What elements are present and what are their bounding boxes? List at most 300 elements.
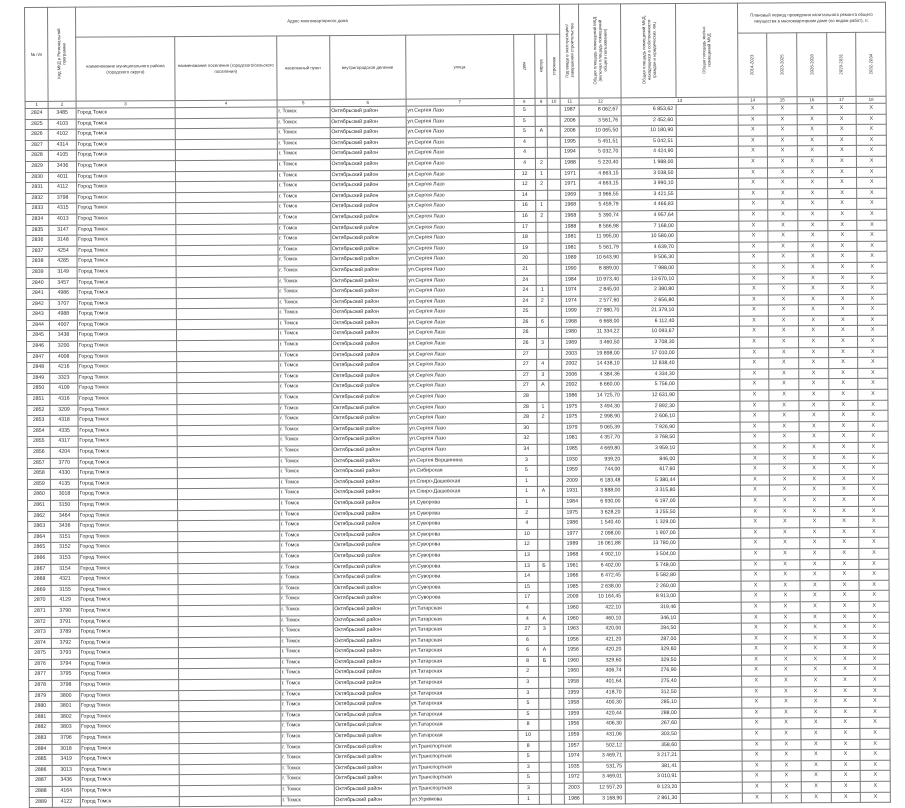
cell-street: ул.Транспортная	[410, 762, 518, 773]
cell-area: 3 168,90	[583, 793, 625, 804]
cell-residential-area	[679, 443, 740, 454]
cell-owned-area: 5 748,00	[624, 560, 679, 571]
cell-locality: г. Томск	[279, 520, 332, 531]
cell-owned-area: 12 838,40	[623, 359, 678, 370]
cell-period-4: Х	[829, 559, 859, 570]
column-number-cell: 18	[856, 96, 886, 103]
cell-municipal: Город Томск	[77, 245, 176, 256]
cell-year: 1956	[564, 645, 583, 656]
cell-owned-area: 3 010,91	[626, 772, 681, 783]
cell-owned-area: 3 708,30	[623, 338, 678, 349]
cell-period-5: Х	[858, 453, 888, 464]
cell-residential-area	[677, 104, 738, 115]
cell-district: Октябрьский район	[330, 180, 406, 191]
cell-house: 4	[516, 519, 537, 530]
cell-area: 3 460,50	[581, 338, 623, 349]
cell-no: 2841	[26, 288, 49, 299]
cell-year: 1975	[562, 412, 581, 423]
cell-period-5: Х	[860, 707, 890, 718]
cell-residential-area	[677, 231, 738, 242]
cell-period-2: Х	[770, 528, 800, 539]
header-municipal: наименование муниципального района (городского округа)	[75, 37, 175, 102]
cell-owned-area: 1 988,00	[622, 157, 677, 168]
cell-residential-area	[678, 274, 739, 285]
cell-settlement	[179, 732, 281, 743]
cell-period-2: Х	[769, 411, 799, 422]
cell-municipal: Город Томск	[76, 150, 175, 161]
cell-district: Октябрьский район	[331, 360, 407, 371]
cell-mkd-code: 4321	[51, 574, 79, 585]
cell-period-4: Х	[830, 612, 860, 623]
cell-mkd-code: 4316	[50, 394, 78, 405]
cell-period-4: Х	[828, 273, 858, 284]
cell-no: 2838	[26, 257, 49, 268]
cell-street: ул.Сергея Лазо	[406, 137, 514, 148]
cell-structure	[551, 603, 564, 614]
cell-period-2: Х	[771, 739, 801, 750]
cell-settlement	[179, 774, 281, 785]
cell-house: 27	[515, 360, 536, 371]
cell-period-5: Х	[860, 633, 890, 644]
cell-settlement	[177, 404, 279, 415]
cell-residential-area	[677, 125, 738, 136]
cell-period-3: Х	[798, 220, 828, 231]
cell-owned-area: 3 038,50	[622, 168, 677, 179]
cell-period-2: Х	[770, 485, 800, 496]
cell-municipal: Город Томск	[79, 574, 178, 585]
cell-district: Октябрьский район	[332, 509, 408, 520]
cell-period-4: Х	[829, 506, 859, 517]
cell-settlement	[179, 753, 281, 764]
table-body	[25, 103, 890, 807]
cell-period-5: Х	[858, 379, 888, 390]
cell-settlement	[178, 594, 280, 605]
cell-municipal: Город Томск	[76, 203, 175, 214]
cell-period-1: Х	[738, 168, 768, 179]
cell-district: Октябрьский район	[333, 572, 409, 583]
cell-mkd-code: 3790	[51, 606, 79, 617]
cell-owned-area: 285,10	[625, 698, 680, 709]
cell-period-2: Х	[769, 422, 799, 433]
cell-house: 17	[517, 593, 538, 604]
cell-period-2: Х	[768, 189, 798, 200]
cell-period-1: Х	[742, 718, 772, 729]
cell-period-4: Х	[827, 125, 857, 136]
cell-period-1: Х	[742, 708, 772, 719]
cell-period-1: Х	[740, 422, 770, 433]
cell-period-5: Х	[860, 718, 890, 729]
cell-house: 19	[514, 243, 535, 254]
cell-period-1: Х	[741, 538, 771, 549]
cell-period-3: Х	[798, 263, 828, 274]
cell-year: 1974	[561, 296, 580, 307]
cell-settlement	[179, 711, 281, 722]
cell-locality: г. Томск	[279, 488, 332, 499]
cell-building	[538, 550, 551, 561]
cell-street: ул.Суворова	[409, 572, 517, 583]
cell-settlement	[176, 192, 278, 203]
cell-owned-area: 5 042,51	[622, 136, 677, 147]
cell-house: 27	[515, 370, 536, 381]
cell-period-4: Х	[828, 336, 858, 347]
cell-period-2: Х	[771, 697, 801, 708]
cell-period-4: Х	[830, 718, 860, 729]
cell-period-1: Х	[739, 263, 769, 274]
cell-residential-area	[680, 634, 741, 645]
cell-period-2: Х	[771, 708, 801, 719]
cell-no: 2836	[26, 235, 49, 246]
cell-owned-area: 2 452,60	[622, 115, 677, 126]
cell-street: ул.Суворова	[409, 550, 517, 561]
cell-house: 32	[516, 434, 537, 445]
cell-mkd-code: 4330	[51, 468, 79, 479]
cell-structure	[550, 540, 563, 551]
cell-period-3: Х	[798, 199, 828, 210]
cell-municipal: Город Томск	[80, 796, 179, 807]
cell-period-5: Х	[859, 580, 889, 591]
cell-no: 2881	[29, 712, 52, 723]
cell-street: ул.Спиро-Дашевская	[408, 487, 516, 498]
cell-district: Октябрьский район	[333, 636, 409, 647]
cell-municipal: Город Томск	[79, 584, 178, 595]
cell-structure	[548, 211, 561, 222]
cell-locality: г. Томск	[280, 700, 333, 711]
cell-residential-area	[680, 708, 741, 719]
cell-residential-area	[679, 496, 740, 507]
cell-locality: г. Томск	[279, 456, 332, 467]
cell-period-3: Х	[800, 601, 830, 612]
cell-period-1: Х	[740, 507, 770, 518]
cell-year: 1960	[564, 667, 583, 678]
cell-year: 1969	[561, 190, 580, 201]
cell-period-2: Х	[768, 178, 798, 189]
cell-area: 329,60	[583, 656, 625, 667]
cell-building	[537, 518, 550, 529]
cell-area: 421,20	[583, 635, 625, 646]
cell-municipal: Город Томск	[77, 214, 176, 225]
cell-period-4: Х	[828, 315, 858, 326]
cell-owned-area: 3 768,50	[624, 433, 679, 444]
cell-year: 1959	[562, 465, 581, 476]
cell-period-3: Х	[801, 792, 831, 803]
cell-mkd-code: 4988	[50, 309, 78, 320]
cell-area: 8 566,98	[580, 221, 622, 232]
cell-structure	[551, 645, 564, 656]
column-number-cell: 17	[827, 96, 857, 103]
cell-district: Октябрьский район	[333, 699, 409, 710]
cell-period-3: Х	[801, 718, 831, 729]
cell-residential-area	[679, 464, 740, 475]
cell-period-4: Х	[827, 114, 857, 125]
cell-building	[538, 677, 551, 688]
cell-municipal: Город Томск	[78, 383, 177, 394]
cell-street: ул.Сергея Лазо	[407, 275, 515, 286]
cell-mkd-code: 3707	[50, 299, 78, 310]
cell-residential-area	[678, 390, 739, 401]
cell-locality: г. Томск	[280, 573, 333, 584]
cell-locality: г. Томск	[278, 234, 331, 245]
cell-no: 2832	[26, 193, 49, 204]
cell-no: 2858	[27, 469, 50, 480]
cell-owned-area: 5 582,80	[624, 571, 679, 582]
cell-locality: г. Томск	[281, 795, 334, 806]
cell-year: 1931	[563, 486, 582, 497]
cell-structure	[551, 762, 564, 773]
cell-street: ул.Сергея Лазо	[407, 243, 515, 254]
cell-no: 2839	[26, 267, 49, 278]
cell-period-4: Х	[829, 432, 859, 443]
cell-period-1: Х	[741, 665, 771, 676]
cell-settlement	[179, 785, 281, 796]
cell-period-1: Х	[742, 740, 772, 751]
cell-structure	[550, 593, 563, 604]
cell-structure	[550, 465, 563, 476]
cell-municipal: Город Томск	[80, 711, 179, 722]
cell-house: 28	[515, 402, 536, 413]
cell-area: 6 402,00	[582, 560, 624, 571]
cell-period-5: Х	[860, 760, 890, 771]
cell-area: 531,75	[583, 762, 625, 773]
cell-owned-area: 3 959,10	[624, 444, 679, 455]
cell-period-2: Х	[772, 792, 802, 803]
cell-building	[536, 307, 549, 318]
cell-period-3: Х	[801, 760, 831, 771]
cell-residential-area	[681, 793, 742, 804]
header-mkd-code: Код МКД в Региональной программе	[48, 7, 76, 101]
cell-period-1: Х	[741, 602, 771, 613]
cell-house: 34	[516, 444, 537, 455]
cell-owned-area: 846,00	[624, 454, 679, 465]
cell-locality: г. Томск	[279, 393, 332, 404]
cell-district: Октябрьский район	[331, 265, 407, 276]
cell-period-3: Х	[800, 591, 830, 602]
cell-structure	[551, 624, 564, 635]
cell-period-3: Х	[799, 368, 829, 379]
cell-period-3: Х	[800, 538, 830, 549]
cell-municipal: Город Томск	[79, 542, 178, 553]
cell-settlement	[178, 562, 280, 573]
cell-year: 1959	[564, 688, 583, 699]
cell-mkd-code: 4254	[49, 246, 77, 257]
cell-locality: г. Томск	[280, 562, 333, 573]
cell-period-2: Х	[768, 136, 798, 147]
cell-house: 14	[517, 571, 538, 582]
cell-locality: г. Томск	[280, 605, 333, 616]
cell-street: ул.Сергея Лазо	[407, 349, 515, 360]
cell-locality: г. Томск	[281, 785, 334, 796]
cell-no: 2840	[26, 278, 49, 289]
cell-building	[536, 349, 549, 360]
cell-mkd-code: 3148	[49, 235, 77, 246]
cell-area: 3 469,01	[583, 772, 625, 783]
cell-locality: г. Томск	[278, 382, 331, 393]
cell-period-1: Х	[739, 316, 769, 327]
cell-settlement	[176, 298, 278, 309]
cell-period-2: Х	[768, 199, 798, 210]
cell-street: ул.Суворова	[408, 529, 516, 540]
cell-residential-area	[680, 676, 741, 687]
cell-no: 2866	[28, 553, 51, 564]
cell-building	[537, 476, 550, 487]
cell-owned-area: 7 926,90	[624, 422, 679, 433]
cell-district: Октябрьский район	[331, 392, 407, 403]
cell-settlement	[179, 721, 281, 732]
cell-street: ул.Спиро-Дашевская	[408, 476, 516, 487]
cell-period-4: Х	[828, 347, 858, 358]
cell-street: ул.Сергея Лазо	[406, 169, 514, 180]
cell-structure	[550, 561, 563, 572]
cell-period-2: Х	[771, 676, 801, 687]
cell-period-3: Х	[799, 411, 829, 422]
cell-house: 26	[515, 338, 536, 349]
cell-settlement	[178, 478, 280, 489]
cell-residential-area	[680, 591, 741, 602]
cell-mkd-code: 3152	[51, 543, 79, 554]
cell-settlement	[179, 647, 281, 658]
cell-no: 2874	[28, 638, 51, 649]
cell-district: Октябрьский район	[331, 254, 407, 265]
cell-district: Октябрьский район	[330, 106, 406, 117]
cell-settlement	[176, 149, 278, 160]
cell-period-2: Х	[771, 602, 801, 613]
cell-residential-area	[679, 528, 740, 539]
cell-locality: г. Томск	[279, 499, 332, 510]
cell-owned-area: 329,50	[625, 655, 680, 666]
cell-house: 8	[517, 720, 538, 731]
cell-period-5: Х	[859, 559, 889, 570]
cell-year: 1960	[563, 614, 582, 625]
cell-building: А	[536, 381, 549, 392]
cell-residential-area	[677, 252, 738, 263]
cell-residential-area	[679, 538, 740, 549]
cell-period-5: Х	[857, 146, 887, 157]
cell-structure	[548, 179, 561, 190]
cell-period-5: Х	[859, 474, 889, 485]
cell-municipal: Город Томск	[79, 553, 178, 564]
cell-settlement	[176, 245, 278, 256]
cell-municipal: Город Томск	[79, 648, 178, 659]
cell-period-4: Х	[831, 739, 861, 750]
cell-residential-area	[678, 348, 739, 359]
cell-municipal: Город Томск	[80, 743, 179, 754]
cell-period-2: Х	[768, 125, 798, 136]
cell-municipal: Город Томск	[79, 627, 178, 638]
cell-year: 1986	[564, 794, 583, 805]
cell-area: 3 469,71	[583, 751, 625, 762]
cell-locality: г. Томск	[277, 107, 330, 118]
cell-year: 1968	[561, 211, 580, 222]
cell-residential-area	[677, 168, 738, 179]
cell-locality: г. Томск	[278, 276, 331, 287]
cell-locality: г. Томск	[280, 647, 333, 658]
column-number-cell: 9	[535, 98, 548, 105]
cell-district: Октябрьский район	[330, 138, 406, 149]
cell-house: 5	[514, 105, 535, 116]
cell-period-4: Х	[828, 252, 858, 263]
cell-area: 744,00	[581, 465, 623, 476]
cell-no: 2849	[27, 373, 50, 384]
cell-district: Октябрьский район	[332, 424, 408, 435]
cell-year: 1989	[561, 253, 580, 264]
cell-district: Октябрьский район	[333, 583, 409, 594]
cell-municipal: Город Томск	[79, 701, 178, 712]
cell-period-3: Х	[800, 654, 830, 665]
header-building: корпус	[534, 34, 547, 98]
cell-area: 406,30	[583, 719, 625, 730]
cell-period-5: Х	[859, 538, 889, 549]
cell-mkd-code: 3800	[52, 691, 80, 702]
cell-building: Б	[538, 561, 551, 572]
cell-district: Октябрьский район	[331, 297, 407, 308]
cell-period-1: Х	[742, 750, 772, 761]
cell-municipal: Город Томск	[79, 680, 178, 691]
cell-period-5: Х	[858, 357, 888, 368]
cell-district: Октябрьский район	[331, 286, 407, 297]
cell-residential-area	[677, 157, 738, 168]
cell-owned-area: 8 913,00	[625, 592, 680, 603]
cell-period-3: Х	[797, 125, 827, 136]
cell-area: 8 062,67	[579, 105, 621, 116]
cell-structure	[549, 328, 562, 339]
cell-house: 5	[514, 127, 535, 138]
cell-period-1: Х	[740, 390, 770, 401]
cell-street: ул.Татарская	[409, 625, 517, 636]
cell-municipal: Город Томск	[76, 182, 175, 193]
cell-period-2: Х	[771, 729, 801, 740]
cell-area: 431,06	[583, 730, 625, 741]
cell-residential-area	[678, 263, 739, 274]
cell-building	[537, 508, 550, 519]
cell-district: Октябрьский район	[330, 212, 406, 223]
cell-year: 1986	[563, 518, 582, 529]
cell-period-3: Х	[800, 496, 830, 507]
cell-period-4: Х	[831, 750, 861, 761]
cell-locality: г. Томск	[280, 615, 333, 626]
cell-street: ул.Суворова	[408, 540, 516, 551]
cell-settlement	[178, 510, 280, 521]
cell-house: 4	[514, 148, 535, 159]
cell-period-4: Х	[827, 167, 857, 178]
cell-period-2: Х	[771, 750, 801, 761]
header-district: внутригородское деление	[329, 35, 406, 99]
cell-structure	[552, 783, 565, 794]
cell-residential-area	[678, 316, 739, 327]
cell-locality: г. Томск	[277, 128, 330, 139]
cell-structure	[548, 126, 561, 137]
cell-locality: г. Томск	[279, 509, 332, 520]
cell-area: 939,20	[581, 454, 623, 465]
cell-period-3: Х	[799, 358, 829, 369]
cell-period-4: Х	[830, 591, 860, 602]
cell-building: 2	[535, 211, 548, 222]
cell-mkd-code: 3436	[49, 161, 77, 172]
cell-structure	[548, 137, 561, 148]
cell-period-1: Х	[741, 687, 771, 698]
cell-locality: г. Томск	[278, 287, 331, 298]
cell-period-3: Х	[799, 464, 829, 475]
cell-mkd-code: 3796	[52, 733, 80, 744]
cell-street: ул.Сергея Лазо	[407, 254, 515, 265]
cell-period-4: Х	[827, 103, 857, 114]
cell-locality: г. Томск	[279, 467, 332, 478]
cell-year: 1990	[561, 264, 580, 275]
cell-area: 4 384,36	[581, 370, 623, 381]
cell-residential-area	[677, 115, 738, 126]
cell-year: 1968	[563, 550, 582, 561]
cell-period-4: Х	[829, 485, 859, 496]
cell-district: Октябрьский район	[333, 657, 409, 668]
cell-period-4: Х	[830, 665, 860, 676]
